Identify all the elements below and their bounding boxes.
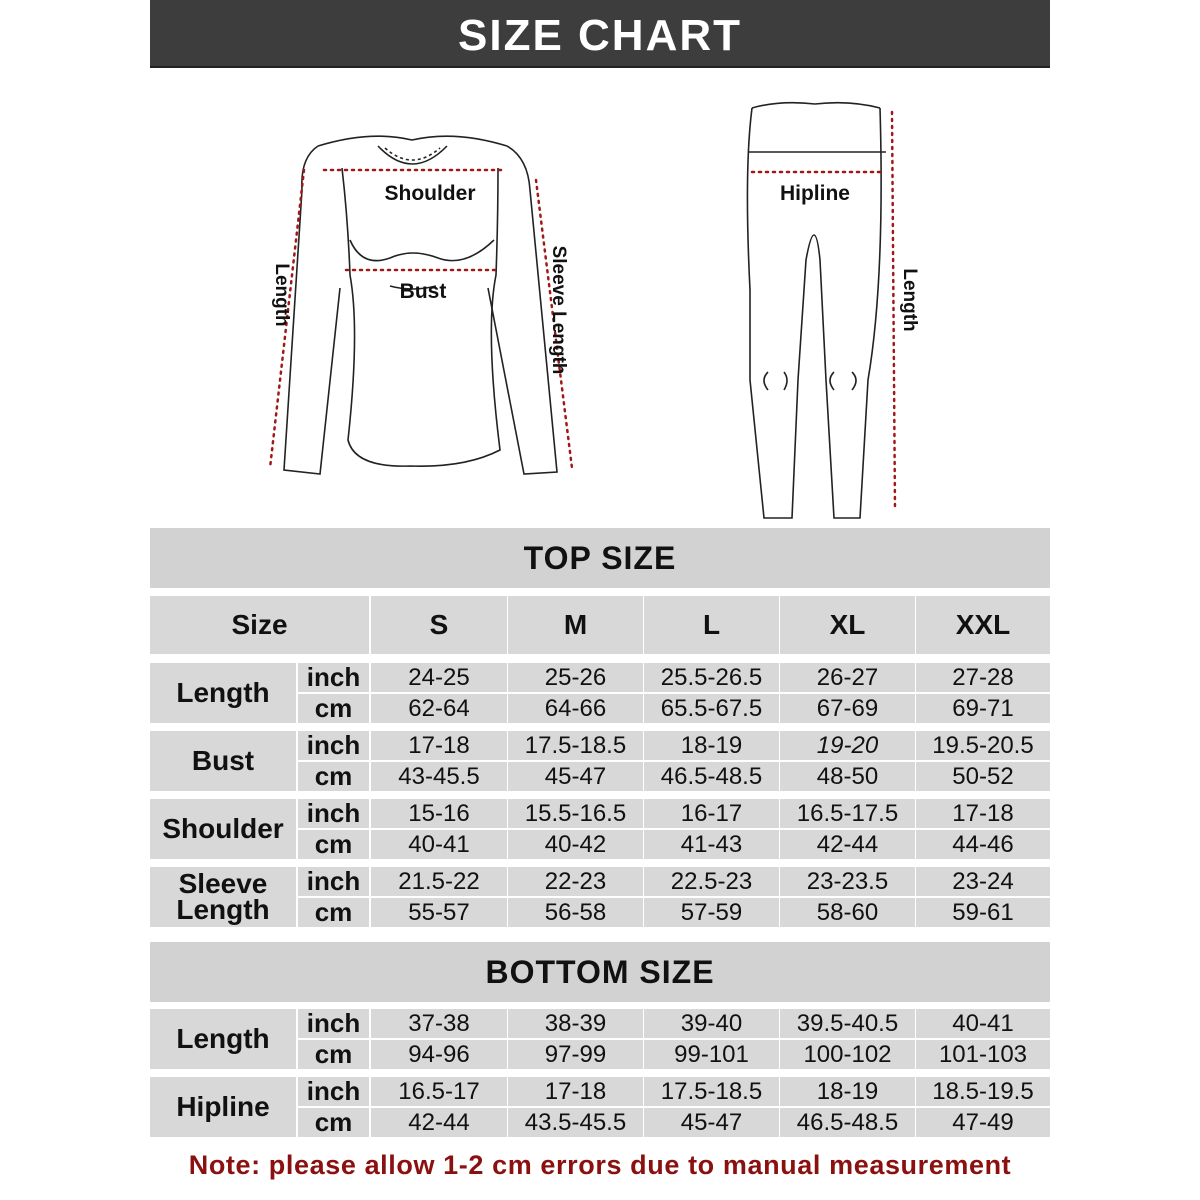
unit-cm-label: cm bbox=[298, 1108, 369, 1137]
measure-label: Shoulder bbox=[150, 799, 296, 859]
table-cell: 22.5-23 bbox=[644, 867, 779, 896]
table-cell: 97-99 bbox=[508, 1040, 643, 1069]
table-cell: 23-24 bbox=[916, 867, 1050, 896]
table-cell: 17-18 bbox=[916, 799, 1050, 828]
hipline-label: Hipline bbox=[779, 182, 851, 205]
measure-label: Bust bbox=[150, 731, 296, 791]
table-cell: 43.5-45.5 bbox=[508, 1108, 643, 1137]
table-cell: 16-17 bbox=[644, 799, 779, 828]
table-cell: 69-71 bbox=[916, 694, 1050, 723]
table-cell: 17-18 bbox=[508, 1077, 643, 1106]
unit-inch-label: inch bbox=[298, 799, 369, 828]
shoulder-label: Shoulder bbox=[384, 182, 476, 205]
table-cell: 42-44 bbox=[371, 1108, 507, 1137]
table-cell: 18.5-19.5 bbox=[916, 1077, 1050, 1106]
title-bar bbox=[150, 0, 1050, 68]
table-cell: 17-18 bbox=[371, 731, 507, 760]
table-cell: 18-19 bbox=[780, 1077, 915, 1106]
table-cell: 46.5-48.5 bbox=[780, 1108, 915, 1137]
table-cell: 50-52 bbox=[916, 762, 1050, 791]
table-cell: 21.5-22 bbox=[371, 867, 507, 896]
bottom-garment-diagram bbox=[720, 90, 960, 530]
unit-cm-label: cm bbox=[298, 762, 369, 791]
table-cell: 44-46 bbox=[916, 830, 1050, 859]
table-cell: 25-26 bbox=[508, 663, 643, 692]
table-cell: 58-60 bbox=[780, 898, 915, 927]
top-size-heading: TOP SIZE bbox=[150, 528, 1050, 588]
measurement-note: Note: please allow 1-2 cm errors due to manual measurement bbox=[188, 1150, 1012, 1180]
table-cell: 47-49 bbox=[916, 1108, 1050, 1137]
table-cell: 40-41 bbox=[371, 830, 507, 859]
measure-label-line: Length bbox=[176, 894, 270, 925]
top-length-label: Length bbox=[271, 263, 292, 327]
table-cell: 19.5-20.5 bbox=[916, 731, 1050, 760]
table-cell: 64-66 bbox=[508, 694, 643, 723]
unit-cm-label: cm bbox=[298, 898, 369, 927]
table-cell: 16.5-17 bbox=[371, 1077, 507, 1106]
size-header-xxl: XXL bbox=[916, 596, 1050, 654]
table-cell: 62-64 bbox=[371, 694, 507, 723]
table-cell: 45-47 bbox=[644, 1108, 779, 1137]
size-header-s: S bbox=[371, 596, 507, 654]
unit-inch-label: inch bbox=[298, 1009, 369, 1038]
unit-cm-label: cm bbox=[298, 830, 369, 859]
table-cell: 48-50 bbox=[780, 762, 915, 791]
measure-label-line: Sleeve bbox=[178, 868, 268, 899]
measure-label: Hipline bbox=[150, 1077, 296, 1137]
table-cell: 45-47 bbox=[508, 762, 643, 791]
sleeve-length-label: Sleeve Length bbox=[548, 245, 569, 375]
table-cell: 22-23 bbox=[508, 867, 643, 896]
size-header-xl: XL bbox=[780, 596, 915, 654]
size-header-l: L bbox=[644, 596, 779, 654]
table-cell: 39-40 bbox=[644, 1009, 779, 1038]
table-cell: 17.5-18.5 bbox=[644, 1077, 779, 1106]
table-cell: 100-102 bbox=[780, 1040, 915, 1069]
table-cell: 65.5-67.5 bbox=[644, 694, 779, 723]
table-cell: 23-23.5 bbox=[780, 867, 915, 896]
table-cell: 39.5-40.5 bbox=[780, 1009, 915, 1038]
bust-label: Bust bbox=[399, 280, 447, 303]
table-cell: 59-61 bbox=[916, 898, 1050, 927]
table-cell: 94-96 bbox=[371, 1040, 507, 1069]
table-cell: 43-45.5 bbox=[371, 762, 507, 791]
table-cell: 24-25 bbox=[371, 663, 507, 692]
table-cell: 46.5-48.5 bbox=[644, 762, 779, 791]
table-cell: 56-58 bbox=[508, 898, 643, 927]
table-cell: 25.5-26.5 bbox=[644, 663, 779, 692]
table-cell: 27-28 bbox=[916, 663, 1050, 692]
table-cell: 18-19 bbox=[644, 731, 779, 760]
bottom-length-label: Length bbox=[899, 268, 920, 332]
table-cell: 67-69 bbox=[780, 694, 915, 723]
table-cell: 17.5-18.5 bbox=[508, 731, 643, 760]
unit-inch-label: inch bbox=[298, 663, 369, 692]
table-cell: 15-16 bbox=[371, 799, 507, 828]
unit-cm-label: cm bbox=[298, 694, 369, 723]
bottom-size-heading: BOTTOM SIZE bbox=[150, 942, 1050, 1002]
unit-inch-label: inch bbox=[298, 1077, 369, 1106]
table-cell: 16.5-17.5 bbox=[780, 799, 915, 828]
unit-cm-label: cm bbox=[298, 1040, 369, 1069]
page-title: SIZE CHART bbox=[458, 11, 742, 60]
table-cell: 38-39 bbox=[508, 1009, 643, 1038]
unit-inch-label: inch bbox=[298, 867, 369, 896]
size-header-label: Size bbox=[150, 596, 369, 654]
measure-label: Length bbox=[150, 663, 296, 723]
table-cell: 40-41 bbox=[916, 1009, 1050, 1038]
size-header-m: M bbox=[508, 596, 643, 654]
measure-label bbox=[150, 867, 296, 927]
table-cell: 42-44 bbox=[780, 830, 915, 859]
table-cell: 40-42 bbox=[508, 830, 643, 859]
table-cell: 99-101 bbox=[644, 1040, 779, 1069]
table-cell: 57-59 bbox=[644, 898, 779, 927]
table-cell: 41-43 bbox=[644, 830, 779, 859]
table-cell: 15.5-16.5 bbox=[508, 799, 643, 828]
measure-label: Length bbox=[150, 1009, 296, 1069]
table-cell: 55-57 bbox=[371, 898, 507, 927]
table-cell: 19-20 bbox=[780, 731, 915, 760]
table-cell: 26-27 bbox=[780, 663, 915, 692]
table-cell: 37-38 bbox=[371, 1009, 507, 1038]
table-cell: 101-103 bbox=[916, 1040, 1050, 1069]
top-garment-diagram bbox=[250, 90, 610, 530]
unit-inch-label: inch bbox=[298, 731, 369, 760]
